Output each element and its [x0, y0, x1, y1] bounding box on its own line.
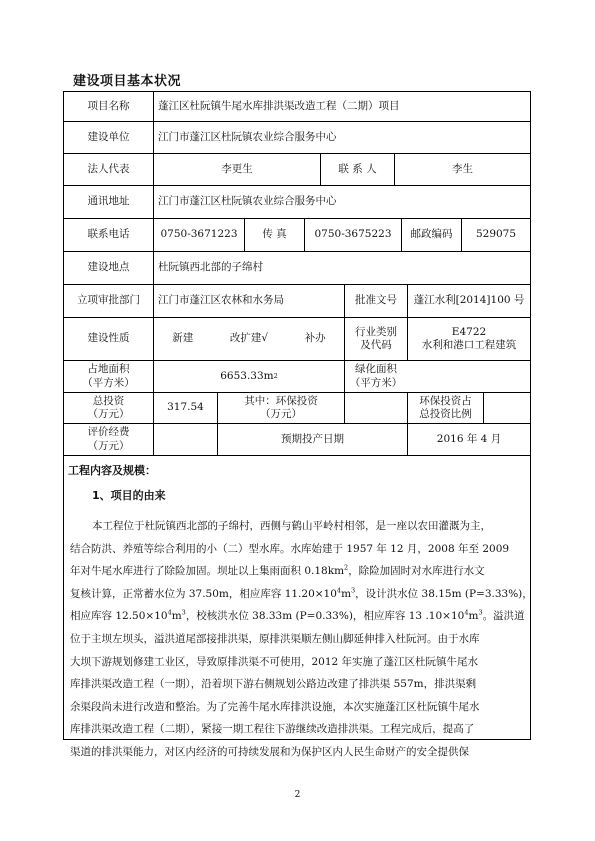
env-ratio-label — [408, 393, 483, 423]
text-run: 库排洪渠改造工程（二期），紧接一期工程往下游继续改造排洪渠。工程完成后，提高了 — [70, 723, 475, 736]
area-label — [64, 361, 153, 392]
legal-rep-label: 法人代表 — [87, 162, 130, 175]
green-label-line2: （平方米） — [349, 376, 403, 389]
text-run: 年对牛尾水库进行了除险加固。坝址以上集雨面积 0.18km — [70, 565, 345, 578]
area-unit-superscript: 2 — [273, 372, 278, 381]
approval-doc-label: 批准文号 — [355, 294, 397, 307]
row-divider — [64, 455, 530, 456]
env-ratio-value — [484, 393, 530, 423]
superscript: 3 — [478, 608, 483, 617]
paragraph-line — [70, 608, 530, 623]
phone-value: 0750-3671223 — [160, 228, 238, 241]
text-run: 库排洪渠改造工程（一期），沿着坝下游右侧规划公路边改建了排洪渠 557m，排洪渠剩 — [70, 678, 477, 691]
nature-label: 建设性质 — [87, 332, 130, 345]
superscript: 3 — [181, 608, 186, 617]
page-number: 2 — [294, 790, 301, 800]
text-run: m — [341, 587, 352, 600]
area-label-line1: 占地面积 — [87, 363, 130, 376]
address-label: 通讯地址 — [87, 195, 130, 208]
paragraph-line — [70, 563, 530, 578]
superscript: 3 — [351, 586, 356, 595]
invest-value: 317.54 — [167, 401, 204, 414]
project-name-value: 蓬江区杜阮镇牛尾水库排洪渠改造工程（二期）项目 — [158, 99, 400, 112]
env-invest-label-line2: （万元） — [260, 408, 302, 420]
address-value: 江门市蓬江区杜阮镇农业综合服务中心 — [158, 195, 337, 208]
text-run: m — [468, 610, 479, 623]
postcode-value: 529075 — [475, 228, 517, 241]
env-ratio-label-line1: 环保投资占 — [419, 394, 472, 407]
eval-fee-label — [64, 424, 153, 455]
project-name-label: 项目名称 — [87, 99, 130, 112]
builder-value: 江门市蓬江区杜阮镇农业综合服务中心 — [158, 130, 337, 143]
text-run: 。溢洪道 — [482, 610, 525, 623]
eval-fee-label-line1: 评价经费 — [87, 426, 130, 439]
paragraph-line — [70, 721, 530, 736]
text-run: 渠道的排洪渠能力，对区内经济的可持续发展和为保护区内人民生命财产的安全提供保 — [70, 746, 469, 758]
eval-fee-value — [154, 424, 217, 455]
builder-label: 建设单位 — [87, 130, 130, 143]
industry-code: E4722 — [451, 325, 487, 338]
env-invest-label — [218, 393, 344, 423]
invest-label-line2: （万元） — [87, 408, 130, 420]
paragraph-line — [70, 631, 530, 646]
invest-label-line1: 总投资 — [92, 394, 125, 407]
text-run: ，校核洪水位 38.33m (P=0.33%)，相应库容 13 .10×10 — [185, 610, 465, 623]
env-ratio-label-line2: 总投资比例 — [419, 408, 472, 420]
approval-dept-label: 立项审批部门 — [77, 294, 140, 307]
site-label: 建设地点 — [87, 261, 130, 274]
industry-label — [345, 318, 407, 360]
superscript: 4 — [336, 586, 342, 595]
invest-label — [64, 393, 153, 423]
env-invest-value — [345, 393, 407, 423]
industry-name: 水利和港口工程建筑 — [421, 339, 517, 351]
text-run: ，除险加固时对水库进行水文 — [348, 565, 485, 578]
superscript: 4 — [167, 608, 172, 617]
text-run: 大坝下游规划修建工业区，导致原排洪渠不可使用，2012 年实施了蓬江区杜阮镇牛尾水 — [70, 655, 479, 668]
paragraph-line — [70, 744, 530, 759]
legal-rep-value: 李更生 — [221, 162, 253, 175]
text-run: 相应库容 12.50×10 — [70, 610, 168, 623]
superscript: 2 — [344, 563, 349, 572]
approval-doc-value: 蓬江水利[2014]100 号 — [413, 294, 525, 307]
text-run: 复核计算，正常蓄水位为 37.50m，相应库容 11.20×10 — [70, 587, 337, 600]
green-label — [345, 361, 407, 392]
nature-option-supplement: 补办 — [304, 332, 326, 345]
contact-label: 联 系 人 — [338, 162, 377, 175]
contact-value: 李生 — [452, 162, 473, 175]
text-run: 余渠段尚未进行改造和整治。为了完善牛尾水库排洪设施，本次实施蓬江区杜阮镇牛尾水 — [70, 700, 480, 713]
production-date-label: 预期投产日期 — [281, 432, 344, 445]
postcode-label: 邮政编码 — [410, 228, 453, 241]
paragraph-line — [70, 699, 530, 714]
fax-label: 传 真 — [262, 228, 287, 241]
nature-options — [154, 318, 344, 360]
env-invest-label-line1: 其中：环保投资 — [244, 394, 318, 407]
content-subheading: 1、项目的由来 — [92, 489, 166, 502]
paragraph-line — [70, 654, 530, 669]
production-date-value: 2016 年 4 月 — [436, 432, 502, 445]
site-value: 杜阮镇西北部的子绵村 — [158, 261, 263, 274]
approval-dept-value: 江门市蓬江区农林和水务局 — [158, 294, 284, 307]
section-title: 建设项目基本状况 — [73, 74, 182, 89]
paragraph-line — [70, 676, 530, 691]
nature-option-new: 新建 — [172, 332, 194, 345]
text-run: 本工程位于杜阮镇西北部的子绵村，西侧与鹤山平岭村相邻，是一座以农田灌溉为主， — [92, 520, 491, 532]
green-label-line1: 绿化面积 — [355, 363, 397, 376]
paragraph-line — [92, 518, 552, 533]
industry-value — [408, 318, 530, 360]
text-run: 位于主坝左坝头，溢洪道尾部接排洪渠，原排洪渠顺左侧山脚延伸排入杜阮河。由于水库 — [70, 633, 480, 645]
text-run: ，设计洪水位 38.15m (P=3.33%)， — [355, 587, 533, 600]
phone-label: 联系电话 — [87, 228, 130, 241]
industry-label-line1: 行业类别 — [355, 325, 397, 338]
text-run: 结合防洪、养殖等综合利用的小（二）型水库。水库始建于 1957 年 12 月，2008 年至 2009 — [70, 542, 510, 555]
nature-option-expand: 改扩建√ — [229, 332, 269, 345]
industry-label-line2: 及代码 — [360, 339, 392, 351]
area-label-line2: （平方米） — [82, 376, 135, 389]
text-run: m — [171, 610, 182, 623]
paragraph-line — [70, 586, 533, 601]
eval-fee-label-line2: （万元） — [87, 439, 130, 452]
green-value — [408, 361, 530, 392]
superscript: 4 — [464, 608, 469, 617]
fax-value: 0750-3675223 — [314, 228, 392, 241]
content-heading: 工程内容及规模： — [68, 464, 156, 477]
area-number: 6653.33m — [220, 369, 274, 382]
area-value — [154, 361, 344, 392]
paragraph-line — [70, 541, 530, 556]
